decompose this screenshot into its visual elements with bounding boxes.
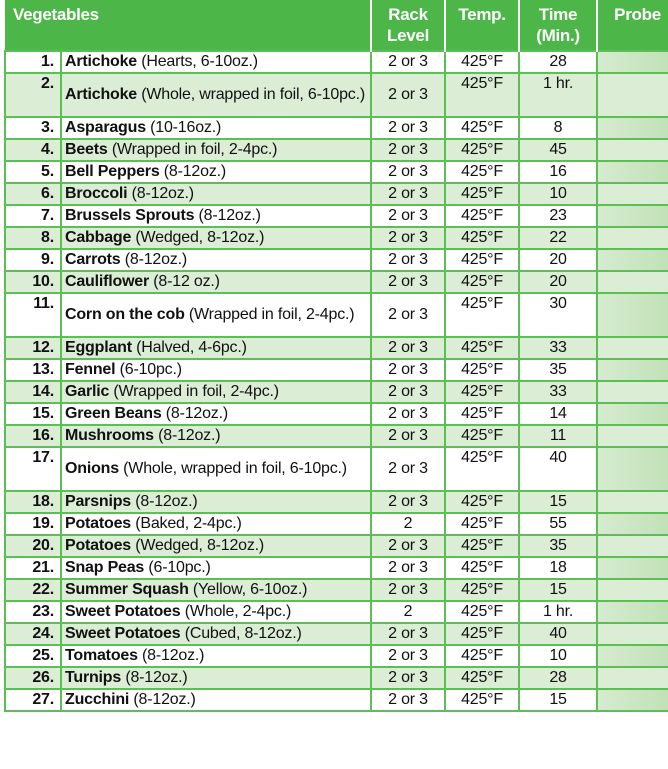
cook-time: 40 <box>519 623 597 645</box>
vegetable-detail: (8-12 oz.) <box>149 273 220 290</box>
probe-cell <box>597 227 668 249</box>
vegetable-name: Potatoes <box>65 537 131 554</box>
probe-cell <box>597 249 668 271</box>
row-number: 11. <box>5 293 61 337</box>
temperature: 425°F <box>445 535 519 557</box>
temperature: 425°F <box>445 359 519 381</box>
probe-cell <box>597 73 668 117</box>
cook-time: 15 <box>519 689 597 711</box>
table-row <box>5 271 668 293</box>
cook-time: 8 <box>519 117 597 139</box>
vegetable-cell <box>61 447 371 491</box>
row-number: 13. <box>5 359 61 381</box>
cook-time: 10 <box>519 645 597 667</box>
vegetable-detail: (8-12oz.) <box>127 185 194 202</box>
rack-level: 2 or 3 <box>371 337 445 359</box>
row-number: 14. <box>5 381 61 403</box>
row-number: 26. <box>5 667 61 689</box>
cook-time: 28 <box>519 51 597 73</box>
vegetable-detail: (Wrapped in foil, 2-4pc.) <box>109 383 279 400</box>
table-row <box>5 425 668 447</box>
row-number: 23. <box>5 601 61 623</box>
cook-time: 1 hr. <box>519 73 597 117</box>
vegetable-detail: (Halved, 4-6pc.) <box>131 339 247 356</box>
rack-level: 2 <box>371 513 445 535</box>
row-number: 22. <box>5 579 61 601</box>
vegetable-cell <box>61 73 371 117</box>
cook-time: 14 <box>519 403 597 425</box>
vegetable-cell <box>61 51 371 73</box>
temperature: 425°F <box>445 183 519 205</box>
table-row <box>5 293 668 337</box>
vegetable-cell <box>61 249 371 271</box>
probe-cell <box>597 535 668 557</box>
row-number: 16. <box>5 425 61 447</box>
vegetable-cell <box>61 183 371 205</box>
cook-time: 11 <box>519 425 597 447</box>
vegetable-name: Broccoli <box>65 185 128 202</box>
rack-level: 2 or 3 <box>371 359 445 381</box>
probe-cell <box>597 183 668 205</box>
rack-level: 2 or 3 <box>371 491 445 513</box>
vegetable-name: Bell Peppers <box>65 163 160 180</box>
vegetable-cell <box>61 117 371 139</box>
row-number: 27. <box>5 689 61 711</box>
table-row <box>5 227 668 249</box>
row-number: 5. <box>5 161 61 183</box>
vegetable-detail: (8-12oz.) <box>137 647 205 664</box>
vegetable-name: Onions <box>65 460 119 477</box>
cook-time: 15 <box>519 579 597 601</box>
cook-time: 18 <box>519 557 597 579</box>
rack-level: 2 or 3 <box>371 73 445 117</box>
rack-level: 2 or 3 <box>371 667 445 689</box>
vegetable-name: Artichoke <box>65 53 137 70</box>
table-row <box>5 491 668 513</box>
probe-cell <box>597 271 668 293</box>
vegetable-detail: (6-10pc.) <box>144 559 211 576</box>
vegetable-name: Snap Peas <box>65 559 145 576</box>
vegetable-detail: (Whole, wrapped in foil, 6-10pc.) <box>118 460 347 477</box>
vegetable-cell <box>61 689 371 711</box>
table-row <box>5 447 668 491</box>
probe-cell <box>597 403 668 425</box>
vegetable-name: Fennel <box>65 361 116 378</box>
temperature: 425°F <box>445 293 519 337</box>
vegetable-cell <box>61 491 371 513</box>
probe-cell <box>597 557 668 579</box>
cook-time: 20 <box>519 271 597 293</box>
vegetable-name: Mushrooms <box>65 427 154 444</box>
vegetable-name: Tomatoes <box>65 647 138 664</box>
probe-cell <box>597 425 668 447</box>
probe-cell <box>597 161 668 183</box>
cook-time: 20 <box>519 249 597 271</box>
rack-level: 2 or 3 <box>371 381 445 403</box>
rack-level: 2 or 3 <box>371 403 445 425</box>
vegetable-detail: (8-12oz.) <box>129 691 196 708</box>
table-row <box>5 579 668 601</box>
rack-level: 2 or 3 <box>371 117 445 139</box>
vegetable-cell <box>61 161 371 183</box>
vegetable-cell <box>61 601 371 623</box>
header-temp: Temp. <box>445 0 519 51</box>
table-row <box>5 403 668 425</box>
vegetable-detail: (Wrapped in foil, 2-4pc.) <box>184 306 355 323</box>
temperature: 425°F <box>445 689 519 711</box>
vegetable-name: Zucchini <box>65 691 130 708</box>
vegetable-name: Beets <box>65 141 108 158</box>
probe-cell <box>597 359 668 381</box>
cook-time: 28 <box>519 667 597 689</box>
table-row <box>5 689 668 711</box>
probe-cell <box>597 293 668 337</box>
row-number: 6. <box>5 183 61 205</box>
temperature: 425°F <box>445 623 519 645</box>
vegetable-detail: (8-12oz.) <box>194 207 261 224</box>
vegetable-cell <box>61 337 371 359</box>
table-row <box>5 513 668 535</box>
cook-time: 30 <box>519 293 597 337</box>
vegetable-detail: (Whole, 2-4pc.) <box>180 603 292 620</box>
vegetable-detail: (8-12oz.) <box>159 163 227 180</box>
temperature: 425°F <box>445 73 519 117</box>
header-rack-level: Rack Level <box>371 0 445 51</box>
temperature: 425°F <box>445 491 519 513</box>
row-number: 12. <box>5 337 61 359</box>
row-number: 10. <box>5 271 61 293</box>
table-row <box>5 623 668 645</box>
temperature: 425°F <box>445 337 519 359</box>
rack-level: 2 or 3 <box>371 139 445 161</box>
probe-cell <box>597 623 668 645</box>
probe-cell <box>597 447 668 491</box>
vegetable-name: Cauliflower <box>65 273 150 290</box>
vegetable-cell <box>61 271 371 293</box>
rack-level: 2 or 3 <box>371 645 445 667</box>
row-number: 19. <box>5 513 61 535</box>
vegetable-cell <box>61 645 371 667</box>
vegetable-detail: (6-10pc.) <box>115 361 182 378</box>
vegetable-name: Sweet Potatoes <box>65 603 181 620</box>
row-number: 20. <box>5 535 61 557</box>
rack-level: 2 or 3 <box>371 249 445 271</box>
temperature: 425°F <box>445 227 519 249</box>
vegetable-detail: (Cubed, 8-12oz.) <box>180 625 302 642</box>
vegetable-cell <box>61 667 371 689</box>
vegetable-cell <box>61 513 371 535</box>
vegetable-detail: (8-12oz.) <box>153 427 221 444</box>
temperature: 425°F <box>445 403 519 425</box>
temperature: 425°F <box>445 205 519 227</box>
header-probe: Probe <box>597 0 668 51</box>
rack-level: 2 or 3 <box>371 447 445 491</box>
probe-cell <box>597 205 668 227</box>
temperature: 425°F <box>445 381 519 403</box>
vegetable-name: Asparagus <box>65 119 146 136</box>
rack-level: 2 or 3 <box>371 183 445 205</box>
vegetable-cell <box>61 381 371 403</box>
table-row <box>5 73 668 117</box>
table-row <box>5 249 668 271</box>
vegetable-cell <box>61 557 371 579</box>
cook-time: 16 <box>519 161 597 183</box>
vegetable-cell <box>61 293 371 337</box>
table-row <box>5 557 668 579</box>
table-row <box>5 139 668 161</box>
table-row <box>5 337 668 359</box>
temperature: 425°F <box>445 117 519 139</box>
temperature: 425°F <box>445 425 519 447</box>
rack-level: 2 or 3 <box>371 535 445 557</box>
rack-level: 2 or 3 <box>371 227 445 249</box>
row-number: 1. <box>5 51 61 73</box>
probe-cell <box>597 645 668 667</box>
temperature: 425°F <box>445 447 519 491</box>
vegetable-detail: (8-12oz.) <box>161 405 228 422</box>
vegetable-cell <box>61 623 371 645</box>
vegetable-name: Corn on the cob <box>65 306 185 323</box>
vegetable-name: Garlic <box>65 383 110 400</box>
vegetable-detail: (8-12oz.) <box>131 493 198 510</box>
probe-cell <box>597 579 668 601</box>
cook-time: 10 <box>519 183 597 205</box>
cook-time: 35 <box>519 535 597 557</box>
table-row <box>5 535 668 557</box>
row-number: 3. <box>5 117 61 139</box>
row-number: 2. <box>5 73 61 117</box>
rack-level: 2 or 3 <box>371 161 445 183</box>
temperature: 425°F <box>445 557 519 579</box>
vegetable-cell <box>61 403 371 425</box>
vegetable-name: Eggplant <box>65 339 132 356</box>
vegetable-detail: (Wedged, 8-12oz.) <box>130 537 265 554</box>
temperature: 425°F <box>445 271 519 293</box>
vegetable-cooking-table <box>4 0 668 712</box>
probe-cell <box>597 51 668 73</box>
probe-cell <box>597 689 668 711</box>
vegetable-name: Green Beans <box>65 405 162 422</box>
rack-level: 2 <box>371 601 445 623</box>
rack-level: 2 or 3 <box>371 579 445 601</box>
temperature: 425°F <box>445 249 519 271</box>
table-row <box>5 183 668 205</box>
row-number: 9. <box>5 249 61 271</box>
vegetable-name: Brussels Sprouts <box>65 207 195 224</box>
vegetable-cell <box>61 359 371 381</box>
temperature: 425°F <box>445 645 519 667</box>
row-number: 7. <box>5 205 61 227</box>
table-row <box>5 117 668 139</box>
row-number: 8. <box>5 227 61 249</box>
probe-cell <box>597 491 668 513</box>
temperature: 425°F <box>445 139 519 161</box>
cook-time: 45 <box>519 139 597 161</box>
vegetable-name: Parsnips <box>65 493 131 510</box>
vegetable-name: Artichoke <box>65 86 137 103</box>
cook-time: 55 <box>519 513 597 535</box>
temperature: 425°F <box>445 51 519 73</box>
rack-level: 2 or 3 <box>371 623 445 645</box>
row-number: 18. <box>5 491 61 513</box>
cook-time: 23 <box>519 205 597 227</box>
cook-time: 33 <box>519 337 597 359</box>
vegetable-detail: (8-12oz.) <box>121 669 188 686</box>
table-row <box>5 645 668 667</box>
vegetable-name: Turnips <box>65 669 122 686</box>
vegetable-cell <box>61 579 371 601</box>
cook-time: 33 <box>519 381 597 403</box>
vegetable-name: Potatoes <box>65 515 131 532</box>
table-row <box>5 51 668 73</box>
table-row <box>5 601 668 623</box>
table-row <box>5 205 668 227</box>
probe-cell <box>597 381 668 403</box>
cook-time: 22 <box>519 227 597 249</box>
header-row <box>5 0 668 51</box>
table-row <box>5 359 668 381</box>
vegetable-cell <box>61 139 371 161</box>
vegetable-detail: (8-12oz.) <box>120 251 187 268</box>
cook-time: 1 hr. <box>519 601 597 623</box>
row-number: 15. <box>5 403 61 425</box>
vegetable-name: Cabbage <box>65 229 132 246</box>
probe-cell <box>597 513 668 535</box>
probe-cell <box>597 117 668 139</box>
vegetable-cell <box>61 205 371 227</box>
rack-level: 2 or 3 <box>371 271 445 293</box>
vegetable-detail: (10-16oz.) <box>145 119 222 136</box>
row-number: 24. <box>5 623 61 645</box>
header-vegetables: Vegetables <box>5 0 371 51</box>
rack-level: 2 or 3 <box>371 689 445 711</box>
vegetable-cell <box>61 425 371 447</box>
probe-cell <box>597 601 668 623</box>
vegetable-detail: (Yellow, 6-10oz.) <box>188 581 308 598</box>
vegetable-name: Sweet Potatoes <box>65 625 181 642</box>
vegetable-detail: (Hearts, 6-10oz.) <box>137 53 258 70</box>
cook-time: 15 <box>519 491 597 513</box>
vegetable-detail: (Baked, 2-4pc.) <box>130 515 242 532</box>
row-number: 17. <box>5 447 61 491</box>
temperature: 425°F <box>445 579 519 601</box>
row-number: 4. <box>5 139 61 161</box>
vegetable-detail: (Whole, wrapped in foil, 6-10pc.) <box>137 86 365 103</box>
rack-level: 2 or 3 <box>371 205 445 227</box>
rack-level: 2 or 3 <box>371 557 445 579</box>
row-number: 25. <box>5 645 61 667</box>
vegetable-cell <box>61 227 371 249</box>
cook-time: 35 <box>519 359 597 381</box>
rack-level: 2 or 3 <box>371 293 445 337</box>
table-row <box>5 667 668 689</box>
table-row <box>5 161 668 183</box>
cook-time: 40 <box>519 447 597 491</box>
vegetable-cell <box>61 535 371 557</box>
probe-cell <box>597 139 668 161</box>
vegetable-detail: (Wedged, 8-12oz.) <box>131 229 265 246</box>
table-row <box>5 381 668 403</box>
probe-cell <box>597 667 668 689</box>
rack-level: 2 or 3 <box>371 51 445 73</box>
vegetable-name: Summer Squash <box>65 581 189 598</box>
row-number: 21. <box>5 557 61 579</box>
header-time: Time (Min.) <box>519 0 597 51</box>
rack-level: 2 or 3 <box>371 425 445 447</box>
temperature: 425°F <box>445 667 519 689</box>
vegetable-name: Carrots <box>65 251 121 268</box>
temperature: 425°F <box>445 601 519 623</box>
vegetable-detail: (Wrapped in foil, 2-4pc.) <box>107 141 278 158</box>
temperature: 425°F <box>445 161 519 183</box>
probe-cell <box>597 337 668 359</box>
temperature: 425°F <box>445 513 519 535</box>
